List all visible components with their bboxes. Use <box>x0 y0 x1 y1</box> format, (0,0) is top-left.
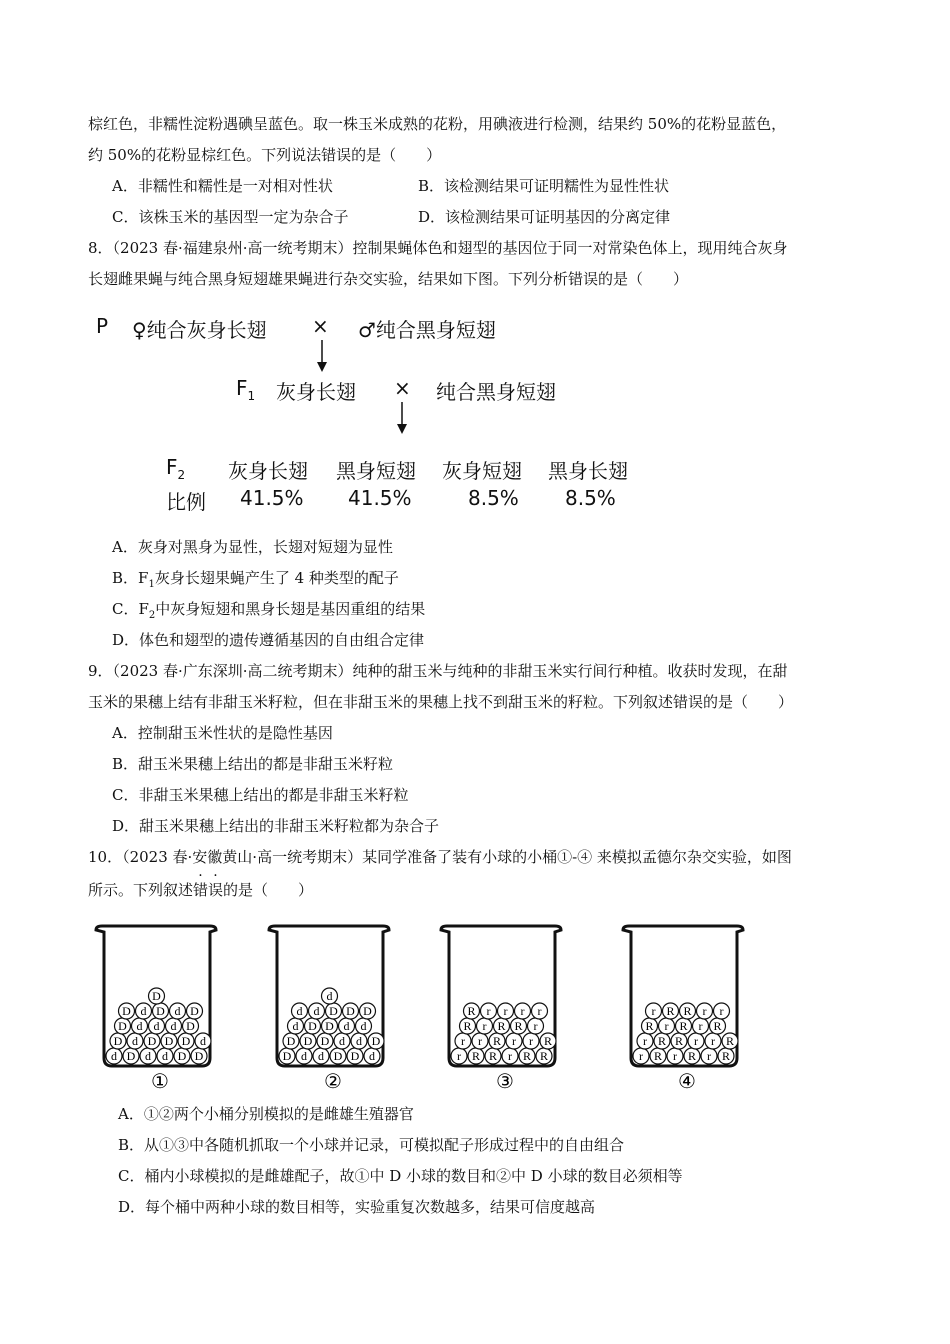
ball-label: D <box>325 1019 334 1033</box>
ball-label: R <box>488 1049 498 1063</box>
q10-option-c: C．桶内小球模拟的是雌雄配子，故①中 D 小球的数目和②中 D 小球的数目必须相等 <box>118 1167 683 1185</box>
ball-label: r <box>694 1034 698 1048</box>
ball-label: d <box>200 1034 206 1048</box>
ball-label: D <box>126 1049 136 1063</box>
bucket <box>92 922 222 1092</box>
ball-label: r <box>486 1004 491 1018</box>
ball-label: r <box>457 1049 461 1063</box>
q7-option-b: B．该检测结果可证明糯性为显性性状 <box>418 177 670 195</box>
female-parent: ♀纯合灰身长翅 <box>132 318 267 342</box>
ball-label: d <box>296 1004 303 1018</box>
ball-label: d <box>140 1004 147 1018</box>
ball-label: R <box>683 1004 692 1018</box>
q8-option-c: C．$F_2$中灰身短翅和黑身长翅是基因重组的结果 <box>112 600 426 621</box>
ball-label: R <box>653 1049 663 1063</box>
q8-option-b: B．$F_1$灰身长翅果蝇产生了 4 种类型的配子 <box>112 569 399 590</box>
ball-label: d <box>369 1049 375 1063</box>
ball-label: D <box>371 1034 381 1048</box>
q7-option-c: C．该株玉米的基因型一定为杂合子 <box>112 208 349 226</box>
bucket-label: ② <box>324 1069 342 1092</box>
ball-label: r <box>512 1034 516 1048</box>
f2-ratio: 41.5% <box>348 486 412 510</box>
ball-label: d <box>136 1019 143 1033</box>
ball-label: R <box>497 1019 506 1033</box>
ball-label: r <box>719 1004 724 1018</box>
q7-stem-line-1: 棕红色，非糯性淀粉遇碘呈蓝色。取一株玉米成熟的花粉，用碘液进行检测，结果约 50%的花粉显蓝色， <box>88 115 787 133</box>
ball-label: D <box>346 1004 355 1018</box>
ball-label: d <box>326 989 333 1003</box>
q8-stem-line-1: 8．（2023 春·福建泉州·高一统考期末）控制果蝇体色和翅型的基因位于同一对常染色体上，现用纯合灰身 <box>88 239 788 257</box>
bucket <box>437 922 567 1092</box>
ball-label: R <box>522 1049 532 1063</box>
ball-label: r <box>698 1019 703 1033</box>
ball-label: D <box>329 1004 338 1018</box>
bucket-label: ④ <box>678 1069 696 1092</box>
ball-label: r <box>673 1049 677 1063</box>
ball-label: d <box>292 1019 299 1033</box>
ball-label: D <box>164 1034 174 1048</box>
q8-option-d: D．体色和翅型的遗传遵循基因的自由组合定律 <box>112 631 425 649</box>
f2-phenotype: 黑身长翅 <box>548 459 628 483</box>
ball-label: d <box>174 1004 181 1018</box>
ball-label: R <box>657 1034 667 1048</box>
ball-label: R <box>687 1049 697 1063</box>
f2-generation-label: $F_2$ <box>166 455 186 482</box>
ball-label: R <box>721 1049 731 1063</box>
f1-phenotype: 灰身长翅 <box>276 380 356 404</box>
ball-label: r <box>482 1019 487 1033</box>
cross-symbol: × <box>312 314 329 338</box>
ball-label: d <box>132 1034 138 1048</box>
ball-label: d <box>313 1004 320 1018</box>
ball-label: D <box>190 1004 199 1018</box>
ball-label: r <box>702 1004 707 1018</box>
q9-stem-line-2: 玉米的果穗上结有非甜玉米籽粒，但在非甜玉米的果穗上找不到甜玉米的籽粒。下列叙述错误的是（ ） <box>88 693 794 711</box>
ball-label: D <box>303 1034 313 1048</box>
ball-label: R <box>463 1019 472 1033</box>
ratio-label: 比例 <box>166 490 206 514</box>
ball-label: D <box>320 1034 330 1048</box>
ball-label: d <box>343 1019 350 1033</box>
arrow-down-icon <box>312 338 332 374</box>
ball-label: R <box>543 1034 553 1048</box>
f2-ratio: 8.5% <box>468 486 519 510</box>
ball-label: r <box>707 1049 711 1063</box>
ball-label: r <box>711 1034 715 1048</box>
bucket <box>619 922 749 1092</box>
ball-label: r <box>478 1034 482 1048</box>
ball-label: d <box>162 1049 168 1063</box>
ball-label: d <box>339 1034 345 1048</box>
ball-label: r <box>529 1034 533 1048</box>
ball-label: D <box>363 1004 372 1018</box>
q9-stem-line-1: 9．（2023 春·广东深圳·高二统考期末）纯种的甜玉米与纯种的非甜玉米实行间行种植。收获时发现，在甜 <box>88 662 788 680</box>
ball-label: D <box>122 1004 131 1018</box>
ball-label: D <box>308 1019 317 1033</box>
p-generation-label: P <box>96 314 109 338</box>
q9-option-c: C．非甜玉米果穗上结出的都是非甜玉米籽粒 <box>112 786 409 804</box>
f2-ratio: 41.5% <box>240 486 304 510</box>
ball-label: R <box>492 1034 502 1048</box>
q10-stem-line-2: 所示。下列叙述错误的是（ ） <box>88 881 314 899</box>
ball-label: R <box>674 1034 684 1048</box>
ball-label: d <box>356 1034 362 1048</box>
bucket <box>265 922 395 1092</box>
ball-label: r <box>664 1019 669 1033</box>
ball-label: R <box>539 1049 549 1063</box>
ball-label: R <box>467 1004 476 1018</box>
q10-option-d: D．每个桶中两种小球的数目相等，实验重复次数越多，结果可信度越高 <box>118 1198 596 1216</box>
q8-stem-line-2: 长翅雌果蝇与纯合黑身短翅雄果蝇进行杂交实验，结果如下图。下列分析错误的是（ ） <box>88 270 689 288</box>
emphasis-dot: 错 <box>193 881 209 899</box>
f1-generation-label: $F_1$ <box>236 376 256 403</box>
f2-phenotype: 黑身短翅 <box>336 459 416 483</box>
q10-option-a: A．①②两个小桶分别模拟的是雌雄生殖器官 <box>118 1105 414 1123</box>
f1-mate: 纯合黑身短翅 <box>436 380 556 404</box>
ball-label: D <box>350 1049 360 1063</box>
ball-label: d <box>360 1019 367 1033</box>
ball-label: D <box>177 1049 187 1063</box>
arrow-down-icon <box>392 400 412 436</box>
cross-symbol-f1: × <box>394 376 411 400</box>
ball-label: R <box>645 1019 654 1033</box>
ball-label: d <box>170 1019 177 1033</box>
ball-label: R <box>514 1019 523 1033</box>
ball-label: R <box>471 1049 481 1063</box>
ball-label: D <box>152 989 161 1003</box>
ball-label: r <box>651 1004 656 1018</box>
ball-label: R <box>713 1019 722 1033</box>
ball-label: D <box>147 1034 157 1048</box>
q7-option-a: A．非糯性和糯性是一对相对性状 <box>112 177 333 195</box>
ball-label: R <box>666 1004 675 1018</box>
bucket-label: ① <box>151 1069 169 1092</box>
ball-label: r <box>508 1049 512 1063</box>
q9-option-d: D．甜玉米果穗上结出的非甜玉米籽粒都为杂合子 <box>112 817 440 835</box>
ball-label: D <box>286 1034 296 1048</box>
ball-label: R <box>679 1019 688 1033</box>
ball-label: D <box>194 1049 204 1063</box>
q7-stem-line-2: 约 50%的花粉显棕红色。下列说法错误的是（ ） <box>88 146 442 164</box>
ball-label: r <box>639 1049 643 1063</box>
ball-label: r <box>533 1019 538 1033</box>
male-parent: ♂纯合黑身短翅 <box>358 318 496 342</box>
f2-phenotype: 灰身长翅 <box>228 459 308 483</box>
emphasis-dot: 误 <box>208 881 224 899</box>
ball-label: R <box>725 1034 735 1048</box>
q9-option-a: A．控制甜玉米性状的是隐性基因 <box>112 724 333 742</box>
ball-label: d <box>318 1049 324 1063</box>
bucket-label: ③ <box>496 1069 514 1092</box>
ball-label: D <box>282 1049 292 1063</box>
ball-label: D <box>156 1004 165 1018</box>
ball-label: r <box>537 1004 542 1018</box>
ball-label: d <box>145 1049 151 1063</box>
ball-label: r <box>503 1004 508 1018</box>
ball-label: d <box>301 1049 307 1063</box>
ball-label: d <box>111 1049 117 1063</box>
q8-option-a: A．灰身对黑身为显性，长翅对短翅为显性 <box>112 538 393 556</box>
ball-label: d <box>153 1019 160 1033</box>
ball-label: r <box>520 1004 525 1018</box>
q10-stem-line-1: 10．（2023 春·安徽黄山·高一统考期末）某同学准备了装有小球的小桶①-④ 来模拟孟德尔杂交实验，如图 <box>88 848 792 866</box>
f2-ratio: 8.5% <box>565 486 616 510</box>
ball-label: D <box>113 1034 123 1048</box>
ball-label: D <box>118 1019 127 1033</box>
q9-option-b: B．甜玉米果穗上结出的都是非甜玉米籽粒 <box>112 755 394 773</box>
q10-option-b: B．从①③中各随机抓取一个小球并记录，可模拟配子形成过程中的自由组合 <box>118 1136 625 1154</box>
ball-label: D <box>333 1049 343 1063</box>
q7-option-d: D．该检测结果可证明基因的分离定律 <box>418 208 671 226</box>
f2-phenotype: 灰身短翅 <box>442 459 522 483</box>
ball-label: r <box>461 1034 465 1048</box>
ball-label: D <box>181 1034 191 1048</box>
ball-label: D <box>186 1019 195 1033</box>
ball-label: r <box>643 1034 647 1048</box>
